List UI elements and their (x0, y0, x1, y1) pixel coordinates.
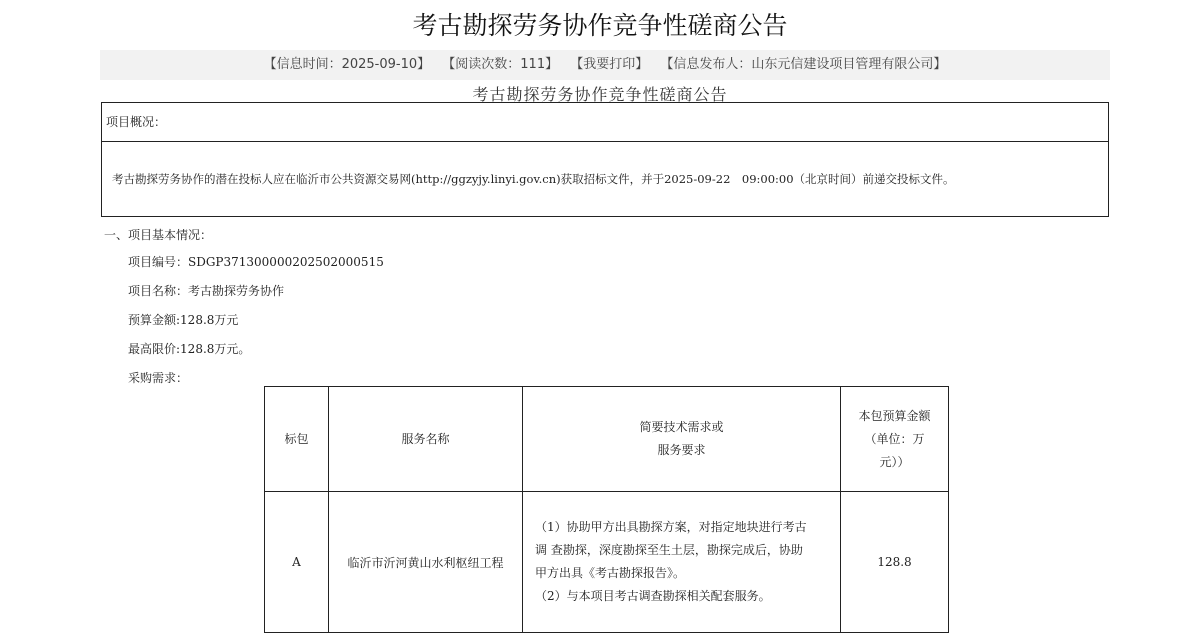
publisher: 【信息发布人：山东元信建设项目管理有限公司】 (660, 57, 947, 72)
header-requirements (523, 387, 841, 492)
cell-budget: 128.8 (841, 492, 949, 633)
overview-label: 项目概况： (102, 103, 1108, 142)
basic-info-section (104, 222, 384, 393)
header-requirements-line: 服务要求 (657, 443, 706, 457)
header-service-name: 服务名称 (329, 387, 523, 492)
cell-package: A (265, 492, 329, 633)
req-line: （1）协助甲方出具勘探方案，对指定地块进行考古 (535, 520, 807, 534)
req-line: 甲方出具《考古勘探报告》。 (535, 566, 686, 580)
page-title: 考古勘探劳务协作竞争性磋商公告 (412, 11, 788, 40)
header-budget-line: 本包预算金额 (858, 408, 931, 423)
budget-amount: 预算金额:128.8万元 (128, 313, 239, 327)
basic-info-heading: 一、项目基本情况： (104, 228, 213, 242)
header-budget-line: （单位：万 (864, 431, 925, 446)
publish-time: 【信息时间：2025-09-10】 (263, 57, 431, 72)
max-price: 最高限价:128.8万元。 (128, 342, 251, 356)
req-line: （2）与本项目考古调查勘探相关配套服务。 (535, 589, 771, 603)
header-budget (841, 387, 949, 492)
project-number: 项目编号：SDGP371300000202502000515 (128, 255, 384, 269)
header-package: 标包 (265, 387, 329, 492)
print-link[interactable]: 【我要打印】 (570, 57, 649, 72)
requirements-label: 采购需求： (128, 371, 189, 385)
header-budget-line: 元）） (879, 454, 910, 469)
project-overview-box (101, 102, 1109, 217)
requirements-table (264, 386, 949, 633)
info-meta-bar (100, 50, 1110, 80)
table-row (265, 492, 949, 633)
cell-service-name: 临沂市沂河黄山水利枢纽工程 (329, 492, 523, 633)
cell-requirements (523, 492, 841, 633)
overview-text: 考古勘探劳务协作的潜在投标人应在临沂市公共资源交易网(http://ggzyjy.linyi.gov.cn)获取招标文件，并于2025-09-22 09:00:00（北京时间）前递交投标文件。 (112, 172, 955, 186)
req-line: 调 查勘探，深度勘探至生土层，勘探完成后，协助 (535, 543, 803, 557)
read-count: 【阅读次数：111】 (442, 57, 559, 72)
table-header-row (265, 387, 949, 492)
header-requirements-line: 简要技术需求或 (639, 420, 724, 434)
project-name: 项目名称：考古勘探劳务协作 (128, 284, 285, 298)
announcement-subtitle: 考古勘探劳务协作竞争性磋商公告 (472, 85, 728, 104)
